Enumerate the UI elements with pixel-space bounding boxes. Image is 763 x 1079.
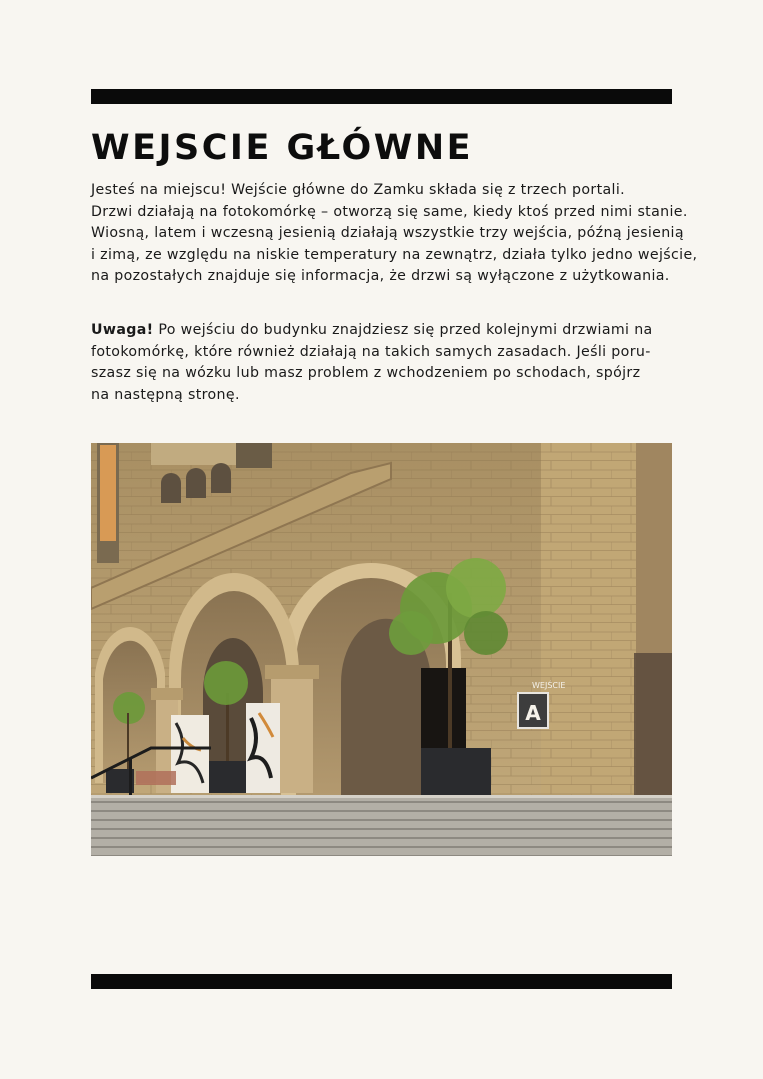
warning-line: fotokomórkę, które również działają na takich samych zasadach. Jeśli poru-	[91, 343, 651, 360]
top-rule	[91, 89, 672, 104]
page-title: WEJSCIE GŁÓWNE	[91, 128, 474, 168]
intro-line: Wiosną, latem i wczesną jesienią działają wszystkie trzy wejścia, późną jesienią	[91, 225, 684, 242]
intro-paragraph	[91, 180, 711, 288]
entrance-photo	[91, 443, 672, 856]
warning-line	[91, 320, 711, 342]
sign-letter: A	[525, 701, 541, 725]
warning-line-rest: Po wejściu do budynku znajdziesz się przed kolejnymi drzwiami na	[153, 322, 653, 338]
intro-line: na pozostałych znajduje się informacja, że drzwi są wyłączone z użytkowania.	[91, 268, 670, 285]
sign-label: WEJŚCIE	[532, 681, 566, 690]
intro-line: i zimą, ze względu na niskie temperatury na zewnątrz, działa tylko jedno wejście,	[91, 246, 698, 263]
warning-lead: Uwaga!	[91, 322, 154, 338]
intro-line: Drzwi działają na fotokomórkę – otworzą się same, kiedy ktoś przed nimi stanie.	[91, 203, 688, 220]
warning-paragraph	[91, 320, 711, 406]
bottom-rule	[91, 974, 672, 989]
castle-entrance-illustration	[91, 443, 672, 856]
warning-line: szasz się na wózku lub masz problem z wchodzeniem po schodach, spójrz	[91, 365, 641, 382]
warning-line: na następną stronę.	[91, 386, 240, 403]
intro-line: Jesteś na miejscu! Wejście główne do Zamku składa się z trzech portali.	[91, 182, 625, 198]
